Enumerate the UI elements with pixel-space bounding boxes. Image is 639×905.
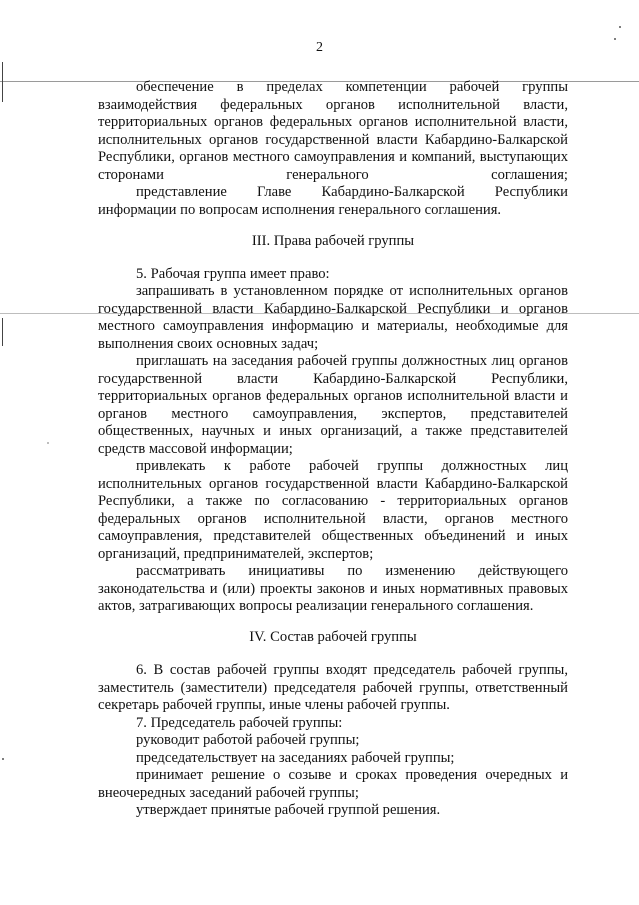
paragraph-report-to-head: представление Главе Кабардино-Балкарской Республики информации по вопросам исполнения генерального соглашения.	[98, 184, 568, 218]
scan-dot	[619, 26, 621, 28]
document-body	[98, 79, 568, 820]
paragraph-chair-presides: председательствует на заседаниях рабочей группы;	[136, 749, 455, 766]
section-heading-rights: III. Права рабочей группы	[251, 233, 415, 249]
paragraph-chair-leads: руководит работой рабочей группы;	[136, 732, 360, 748]
section-heading-composition: IV. Состав рабочей группы	[249, 628, 417, 645]
paragraph-right-consider: рассматривать инициативы по изменению действующего законодательства и (или) проекты законов и иных нормативных правовых актов, затрагивающих вопросы реализации генерального соглашения.	[98, 563, 568, 614]
scan-edge-mark	[2, 62, 3, 102]
paragraph-chair-decides: принимает решение о созыве и сроках проведения очередных и внеочередных заседаний рабочей группы;	[98, 767, 568, 801]
paragraph-chair-title: 7. Председатель рабочей группы:	[136, 714, 343, 731]
paragraph-right-invite: приглашать на заседания рабочей группы должностных лиц органов государственной власти Кабардино-Балкарской Республики, территориальных органов федеральных органов исполнительной власти и органов местного самоуправления, экспертов, представителей общественных, научных и иных организаций, а также представителей средств массовой информации;	[98, 353, 568, 457]
paragraph-chair-approves: утверждает принятые рабочей группой решения.	[136, 802, 441, 818]
paragraph-right-involve: привлекать к работе рабочей группы должностных лиц исполнительных органов государственной власти Кабардино-Балкарской Республики, а также по согласованию - территориальных органов федеральных органов исполнительной власти, органов местного самоуправления, представителей общественных объединений и иных организаций, предпринимателей, экспертов;	[98, 458, 568, 562]
paragraph-rights-intro: 5. Рабочая группа имеет право:	[136, 265, 330, 282]
scan-dot	[614, 38, 616, 40]
paragraph-right-request: запрашивать в установленном порядке от исполнительных органов государственной власти Кабардино-Балкарской Республики и органов местного самоуправления информацию и материалы, необходимые для выполнения своих основных задач;	[98, 283, 568, 352]
scan-dot	[2, 758, 4, 760]
scan-dot	[47, 442, 49, 444]
page-number: 2	[316, 40, 323, 55]
paragraph-composition-members: 6. В состав рабочей группы входят председатель рабочей группы, заместитель (заместители) председателя рабочей группы, ответственный секретарь рабочей группы, иные члены рабочей группы.	[98, 662, 568, 713]
scan-edge-mark	[2, 318, 3, 346]
paragraph-ensure-interaction: обеспечение в пределах компетенции рабочей группы взаимодействия федеральных органов исполнительной власти, территориальных органов федеральных органов исполнительной власти, исполнительных органов государственной власти Кабардино-Балкарской Республики, органов местного самоуправления и компаний, выступающих сторонами генерального соглашения;	[98, 79, 568, 183]
